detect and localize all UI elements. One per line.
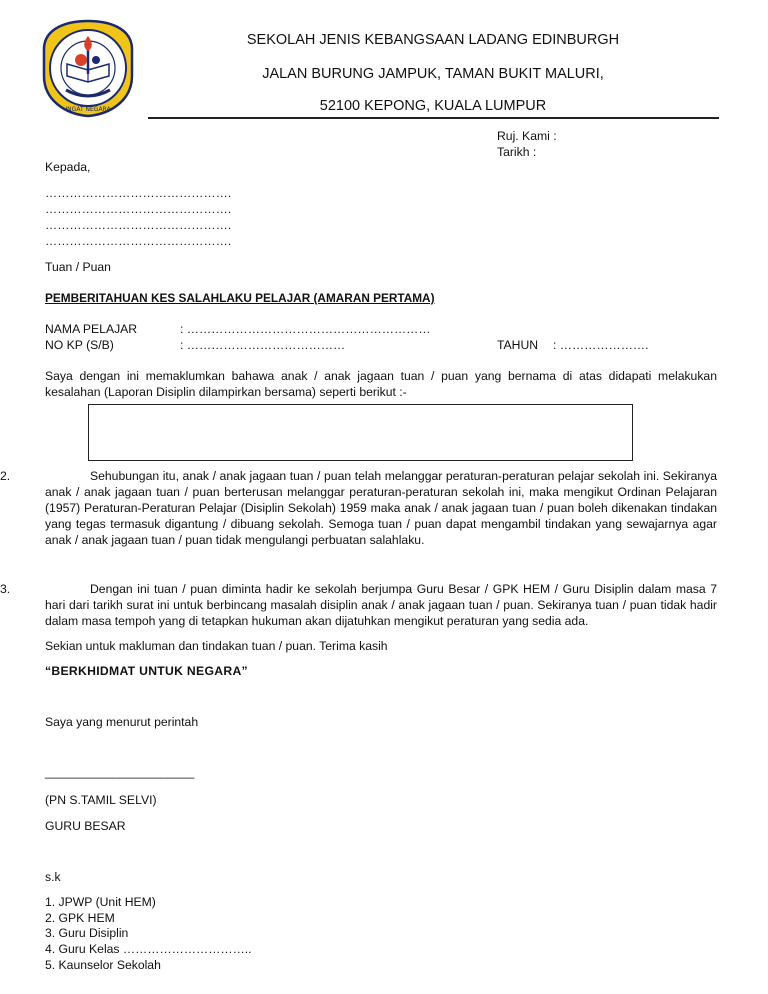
paragraph-1: Saya dengan ini memaklumkan bahawa anak / anak jagaan tuan / puan yang bernama di atas didapati melakukan kesalahan (Laporan Disiplin dilampirkan bersama) seperti berikut :-	[45, 369, 717, 399]
school-address-line2: 52100 KEPONG, KUALA LUMPUR	[319, 98, 547, 114]
cc-item: 5. Kaunselor Sekolah	[45, 958, 161, 972]
school-name: SEKOLAH JENIS KEBANGSAAN LADANG EDINBURGH	[246, 32, 620, 48]
paragraph-3	[0, 581, 717, 629]
ic-number-blank: : …………………………………	[180, 338, 346, 352]
address-line: ……………………………………….	[45, 234, 232, 248]
year-blank: : ………………….	[553, 338, 649, 352]
paragraph-2-number: 2.	[0, 469, 11, 483]
address-line: ……………………………………….	[45, 186, 232, 200]
paragraph-2	[0, 468, 717, 548]
paragraph-2-text: Sehubungan itu, anak / anak jagaan tuan / puan telah melanggar peraturan-peraturan pelajar sekolah ini. Sekiranya anak / anak jagaan tuan / puan berterusan melanggar peraturan-peraturan sekolah ini, maka mengikut Ordinan Pelajaran (1957) Peraturan-Peraturan Pelajar (Disiplin Sekolah) 1959 maka anak / anak jagaan tuan / puan boleh dikenakan tindakan yang tegas termasuk digantung / dibuang sekolah. Semoga tuan / puan dapat mengambil tindakan yang sewajarnya agar anak / anak jagaan tuan / puan tidak mengulangi perbuatan salahlaku.	[45, 469, 717, 547]
cc-item: 2. GPK HEM	[45, 911, 115, 925]
paragraph-3-text: Dengan ini tuan / puan diminta hadir ke sekolah berjumpa Guru Besar / GPK HEM / Guru Disiplin dalam masa 7 hari dari tarikh surat ini untuk berbincang masalah disiplin anak / anak jagaan tuan / puan. Sekiranya tuan / puan tidak hadir dalam masa tempoh yang di tetapkan hukuman akan dijatuhkan mengikut peraturan yang sedia ada.	[45, 582, 717, 628]
student-name-label: NAMA PELAJAR	[45, 322, 138, 336]
offence-details-box	[88, 404, 633, 461]
ic-number-label: NO KP (S/B)	[45, 338, 114, 352]
signer-name: (PN S.TAMIL SELVI)	[45, 793, 157, 807]
school-address-line1: JALAN BURUNG JAMPUK, TAMAN BUKIT MALURI,	[262, 66, 604, 82]
address-line: ……………………………………….	[45, 218, 232, 232]
signoff: Saya yang menurut perintah	[45, 715, 199, 729]
school-crest-logo	[41, 18, 135, 118]
student-name-blank: : ……………………………………………………	[180, 322, 431, 336]
date-label: Tarikh :	[497, 145, 537, 159]
letter-subject: PEMBERITAHUAN KES SALAHLAKU PELAJAR (AMARAN PERTAMA)	[45, 291, 435, 305]
year-label: TAHUN	[497, 338, 539, 352]
motto: “BERKHIDMAT UNTUK NEGARA”	[45, 664, 248, 678]
recipient-heading: Kepada,	[45, 160, 91, 174]
cc-item: 1. JPWP (Unit HEM)	[45, 895, 156, 909]
cc-heading: s.k	[45, 870, 61, 884]
address-line: ……………………………………….	[45, 202, 232, 216]
paragraph-3-number: 3.	[0, 582, 11, 596]
logo-motto: INGAT NEGARA	[65, 106, 111, 113]
header-rule	[148, 117, 719, 119]
signer-position: GURU BESAR	[45, 819, 126, 833]
cc-item: 4. Guru Kelas …………………………..	[45, 942, 252, 956]
signature-line: ______________________	[45, 765, 195, 779]
closing-line: Sekian untuk makluman dan tindakan tuan / puan. Terima kasih	[45, 639, 388, 653]
salutation: Tuan / Puan	[45, 260, 111, 274]
reference-label: Ruj. Kami :	[497, 129, 557, 143]
cc-item: 3. Guru Disiplin	[45, 926, 129, 940]
